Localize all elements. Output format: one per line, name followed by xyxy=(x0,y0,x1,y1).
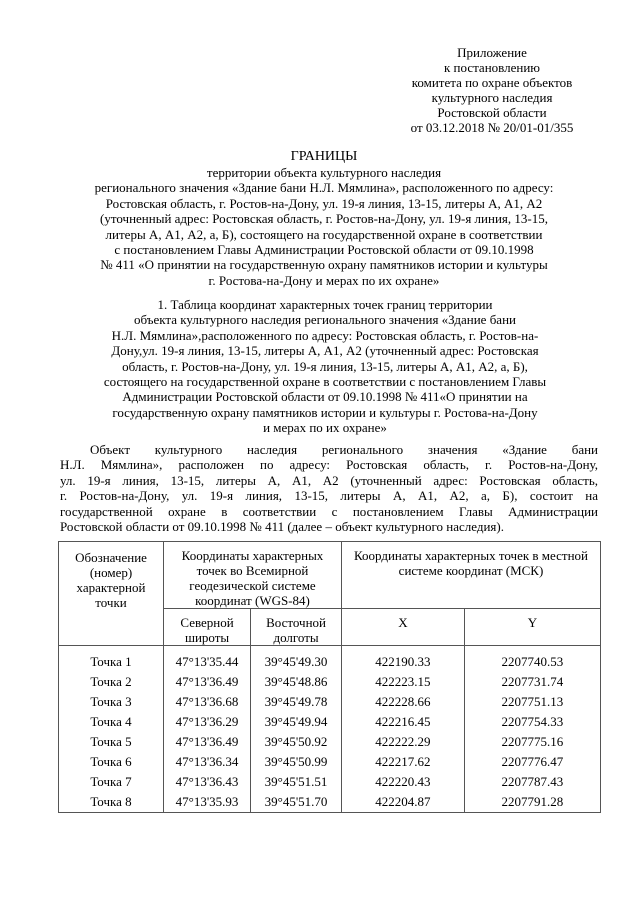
table-row xyxy=(59,772,601,792)
appendix-line: от 03.12.2018 № 20/01-01/355 xyxy=(410,120,574,135)
heading-line: с постановлением Главы Администрации Ростовской области от 09.10.1998 xyxy=(114,242,534,258)
heading-line: (уточненный адрес: Ростовская область, г. Ростов-на-Дону, ул. 19-я линия, 13-15, xyxy=(100,211,548,227)
heading-line: Ростовская область, г. Ростов-на-Дону, ул. 19-я линия, 13-15, литеры А, А1, А2 xyxy=(105,195,543,211)
caption-line: объекта культурного наследия регионального значения «Здание бани xyxy=(133,312,516,328)
cell-lat: 47°13'35.44 xyxy=(164,646,251,673)
table-row xyxy=(59,646,601,673)
cell-y: 2207791.28 xyxy=(464,792,600,813)
table-row xyxy=(59,712,601,732)
cell-point: Точка 5 xyxy=(59,732,164,752)
table-row xyxy=(59,732,601,752)
paragraph-line: государственной охране в соответствии с постановлением Главы Администрации xyxy=(60,503,598,519)
header-x: X xyxy=(342,609,465,646)
cell-x: 422223.15 xyxy=(342,672,465,692)
cell-x: 422222.29 xyxy=(342,732,465,752)
paragraph-line: Н.Л. Мямлина», расположен по адресу: Ростовская область, г. Ростов-на-Дону, xyxy=(60,457,598,473)
header-y: Y xyxy=(464,609,600,646)
cell-point: Точка 8 xyxy=(59,792,164,813)
caption-line: Н.Л. Мямлина»,расположенного по адресу: Ростовская область, г. Ростов-на- xyxy=(111,327,539,343)
cell-x: 422217.62 xyxy=(342,752,465,772)
table-row xyxy=(59,792,601,813)
caption-line: 1. Таблица координат характерных точек границ территории xyxy=(157,297,493,312)
cell-lon: 39°45'50.99 xyxy=(251,752,342,772)
cell-point: Точка 6 xyxy=(59,752,164,772)
cell-lon: 39°45'48.86 xyxy=(251,672,342,692)
table-row xyxy=(59,672,601,692)
appendix-block xyxy=(380,45,604,135)
appendix-line: комитета по охране объектов xyxy=(411,75,573,90)
cell-point: Точка 2 xyxy=(59,672,164,692)
cell-y: 2207740.53 xyxy=(464,646,600,673)
cell-y: 2207787.43 xyxy=(464,772,600,792)
cell-y: 2207731.74 xyxy=(464,672,600,692)
heading-line: регионального значения «Здание бани Н.Л. Мямлина», расположенного по адресу: xyxy=(94,180,554,196)
cell-x: 422228.66 xyxy=(342,692,465,712)
cell-x: 422204.87 xyxy=(342,792,465,813)
cell-point: Точка 1 xyxy=(59,646,164,673)
cell-lat: 47°13'35.93 xyxy=(164,792,251,813)
cell-x: 422216.45 xyxy=(342,712,465,732)
document-heading xyxy=(40,149,608,288)
cell-lon: 39°45'50.92 xyxy=(251,732,342,752)
cell-x: 422190.33 xyxy=(342,646,465,673)
cell-lon: 39°45'51.51 xyxy=(251,772,342,792)
header-wgs: Координаты характерных точек во Всемирной геодезической системе координат (WGS-84) xyxy=(164,542,342,609)
cell-lat: 47°13'36.43 xyxy=(164,772,251,792)
table-row xyxy=(59,752,601,772)
cell-lon: 39°45'49.94 xyxy=(251,712,342,732)
cell-x: 422220.43 xyxy=(342,772,465,792)
caption-line: Администрации Ростовской области от 09.10.1998 № 411«О принятии на xyxy=(122,389,528,405)
cell-point: Точка 3 xyxy=(59,692,164,712)
paragraph-line: г. Ростов-на-Дону, ул. 19-я линия, 13-15, литеры А, А1, А2, а, Б), состоит на xyxy=(60,488,598,504)
heading-line: литеры А, А1, А2, а, Б), состоящего на государственной охране в соответствии xyxy=(105,226,543,242)
header-east-longitude: Восточной долготы xyxy=(251,609,342,646)
caption-line: государственную охрану памятников истории и культуры г. Ростова-на-Дону xyxy=(112,404,538,420)
paragraph-line: Ростовской области от 09.10.1998 № 411 (далее – объект культурного наследия). xyxy=(60,519,504,535)
cell-y: 2207754.33 xyxy=(464,712,600,732)
cell-lat: 47°13'36.29 xyxy=(164,712,251,732)
cell-lon: 39°45'49.78 xyxy=(251,692,342,712)
cell-y: 2207775.16 xyxy=(464,732,600,752)
cell-y: 2207751.13 xyxy=(464,692,600,712)
document-title: ГРАНИЦЫ xyxy=(290,149,358,164)
heading-line: г. Ростова-на-Дону и мерах по их охране» xyxy=(208,272,440,288)
heading-line: территории объекта культурного наследия xyxy=(206,165,442,180)
header-point: Обозначение (номер) характерной точки xyxy=(59,542,164,646)
caption-line: и мерах по их охране» xyxy=(263,420,387,436)
caption-line: область, г. Ростов-на-Дону, ул. 19-я линия, 13-15, литеры А, А1, А2, а, Б), xyxy=(122,358,528,374)
cell-lat: 47°13'36.68 xyxy=(164,692,251,712)
table-row xyxy=(59,692,601,712)
cell-point: Точка 4 xyxy=(59,712,164,732)
paragraph-line: Объект культурного наследия регионального значения «Здание бани xyxy=(90,442,598,457)
caption-line: состоящего на государственной охране в соответствии с постановлением Главы xyxy=(103,374,547,390)
object-description xyxy=(60,442,598,534)
cell-lat: 47°13'36.49 xyxy=(164,672,251,692)
coordinates-table xyxy=(58,541,601,813)
cell-lat: 47°13'36.34 xyxy=(164,752,251,772)
table-caption xyxy=(60,297,590,436)
header-msk: Координаты характерных точек в местной системе координат (МСК) xyxy=(342,542,601,609)
appendix-line: Приложение xyxy=(457,45,527,60)
heading-line: № 411 «О принятии на государственную охрану памятников истории и культуры xyxy=(100,257,548,273)
appendix-line: Ростовской области xyxy=(437,105,547,120)
cell-point: Точка 7 xyxy=(59,772,164,792)
caption-line: Дону,ул. 19-я линия, 13-15, литеры А, А1, А2 (уточненный адрес: Ростовская xyxy=(111,343,539,359)
cell-lat: 47°13'36.49 xyxy=(164,732,251,752)
cell-y: 2207776.47 xyxy=(464,752,600,772)
appendix-line: культурного наследия xyxy=(431,90,553,105)
cell-lon: 39°45'49.30 xyxy=(251,646,342,673)
cell-lon: 39°45'51.70 xyxy=(251,792,342,813)
appendix-line: к постановлению xyxy=(443,60,541,75)
paragraph-line: ул. 19-я линия, 13-15, литеры А, А1, А2 (уточненный адрес: Ростовская область, xyxy=(60,472,598,488)
header-north-latitude: Северной широты xyxy=(164,609,251,646)
